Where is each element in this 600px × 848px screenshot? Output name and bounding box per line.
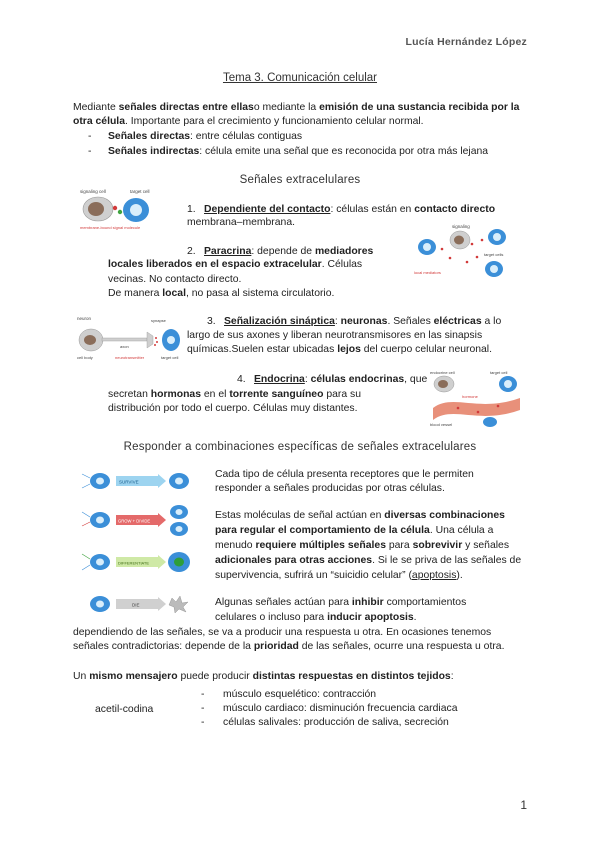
author-name: Lucía Hernández López <box>405 36 527 48</box>
svg-text:synapse: synapse <box>151 318 166 323</box>
intro-line-2: otra célula. Importante para el crecimiento y funcionamiento celular normal. <box>73 116 424 127</box>
messenger-molecule: acetil-codina <box>95 704 154 715</box>
item-endocrine-line3: distribución por todo el cuerpo. Células muy distantes. <box>108 403 358 414</box>
combo-line-5: menudo requiere múltiples señales para sobrevivir y señales <box>215 540 510 551</box>
intro-line-1: Mediante señales directas entre ellaso mediante la emisión de una sustancia recibida por la <box>73 102 520 113</box>
page-number: 1 <box>520 798 527 812</box>
svg-text:target cell: target cell <box>490 370 508 375</box>
combo-line-3: Estas moléculas de señal actúan en diversas combinaciones <box>215 510 505 521</box>
svg-text:local mediators: local mediators <box>414 270 441 275</box>
svg-text:hormone: hormone <box>462 394 478 399</box>
section-heading-extracellular: Señales extracelulares <box>239 174 361 186</box>
row-grow-divide <box>82 505 188 536</box>
svg-text:endocrine cell: endocrine cell <box>430 370 455 375</box>
item-paracrine-line4: De manera local, no pasa al sistema circulatorio. <box>108 288 335 299</box>
svg-text:neurotransmitter: neurotransmitter <box>115 355 145 360</box>
bullet-direct: - Señales directas: entre células contiguas <box>88 131 303 142</box>
svg-text:target cell: target cell <box>130 189 150 194</box>
section-heading-combinations: Responder a combinaciones específicas de señales extracelulares <box>123 441 477 453</box>
paracrine-diagram <box>412 222 512 284</box>
response-item: - músculo esquelético: contracción <box>201 689 377 700</box>
item-paracrine-line2: locales liberados en el espacio extracelular. Células <box>108 259 363 270</box>
svg-text:target cells: target cells <box>484 252 504 257</box>
combo-line-2: responder a señales producidas por otras células. <box>215 483 445 494</box>
item-synaptic-line3: químicas.Suelen estar ubicadas lejos del cuerpo celular neuronal. <box>187 344 492 355</box>
response-item: - células salivales: producción de saliva, secreción <box>201 717 449 728</box>
item-contact: 1. Dependiente del contacto: células están en contacto directo <box>187 204 496 215</box>
combo-line-10: dependiendo de las señales, se va a producir una respuesta u otra. En ocasiones tenemos <box>73 627 492 638</box>
response-item: - músculo cardiaco: disminución frecuencia cardiaca <box>201 703 458 714</box>
combo-line-6: adicionales para otras acciones. Si le se priva de las señales de <box>215 555 522 566</box>
svg-text:neuron: neuron <box>77 316 92 321</box>
item-synaptic: 3. Señalización sináptica: neuronas. Señales eléctricas a lo <box>207 316 502 327</box>
synaptic-diagram <box>75 314 185 366</box>
combo-line-9: celulares o incluso para inducir apoptosis. <box>215 612 417 623</box>
item-synaptic-line2: largo de sus axones y liberan neurotransmisores en las sinapsis <box>187 330 483 341</box>
svg-text:DIE: DIE <box>132 602 140 608</box>
svg-text:signaling: signaling <box>452 224 470 229</box>
row-survive <box>82 473 189 489</box>
combo-line-11: señales contradictorias: depende de la prioridad de las señales, ocurre una respuesta u otra. <box>73 641 505 652</box>
item-paracrine: 2. Paracrina: depende de mediadores <box>187 246 374 257</box>
svg-text:axon: axon <box>120 344 129 349</box>
endocrine-diagram <box>428 368 523 428</box>
page-title: Tema 3. Comunicación celular <box>222 72 378 84</box>
contact-dependent-diagram <box>78 186 158 242</box>
row-differentiate <box>82 552 190 572</box>
bullet-indirect: - Señales indirectas: célula emite una señal que es reconocida por otra más lejana <box>88 146 489 157</box>
svg-text:membrane-bound signal molecule: membrane-bound signal molecule <box>80 225 141 230</box>
messenger-line: Un mismo mensajero puede producir distintas respuestas en distintos tejidos: <box>73 671 454 682</box>
signal-combinations-diagram <box>76 462 198 622</box>
row-die <box>90 596 188 613</box>
combo-line-1: Cada tipo de célula presenta receptores que le permiten <box>215 469 474 480</box>
svg-text:blood vessel: blood vessel <box>430 422 453 427</box>
svg-text:GROW + DIVIDE: GROW + DIVIDE <box>118 518 151 524</box>
svg-text:cell body: cell body <box>77 355 93 360</box>
item-contact-cont: membrana–membrana. <box>187 217 295 228</box>
combo-line-8: Algunas señales actúan para inhibir comportamientos <box>215 597 467 608</box>
item-endocrine-line2: secretan hormonas en el torrente sanguíneo para su <box>108 389 361 400</box>
svg-text:SURVIVE: SURVIVE <box>119 479 139 485</box>
combo-line-4: para regular el comportamiento de la célula. Una célula a <box>215 525 494 536</box>
item-paracrine-line3: vecinas. No contacto directo. <box>108 274 242 285</box>
svg-text:DIFFERENTIATE: DIFFERENTIATE <box>118 560 150 566</box>
svg-text:target cell: target cell <box>161 355 179 360</box>
svg-text:signaling cell: signaling cell <box>80 189 106 194</box>
item-endocrine: 4. Endocrina: células endocrinas, que <box>237 374 428 385</box>
combo-line-7: supervivencia, sufrirá un “suicidio celular” (apoptosis). <box>215 570 463 581</box>
